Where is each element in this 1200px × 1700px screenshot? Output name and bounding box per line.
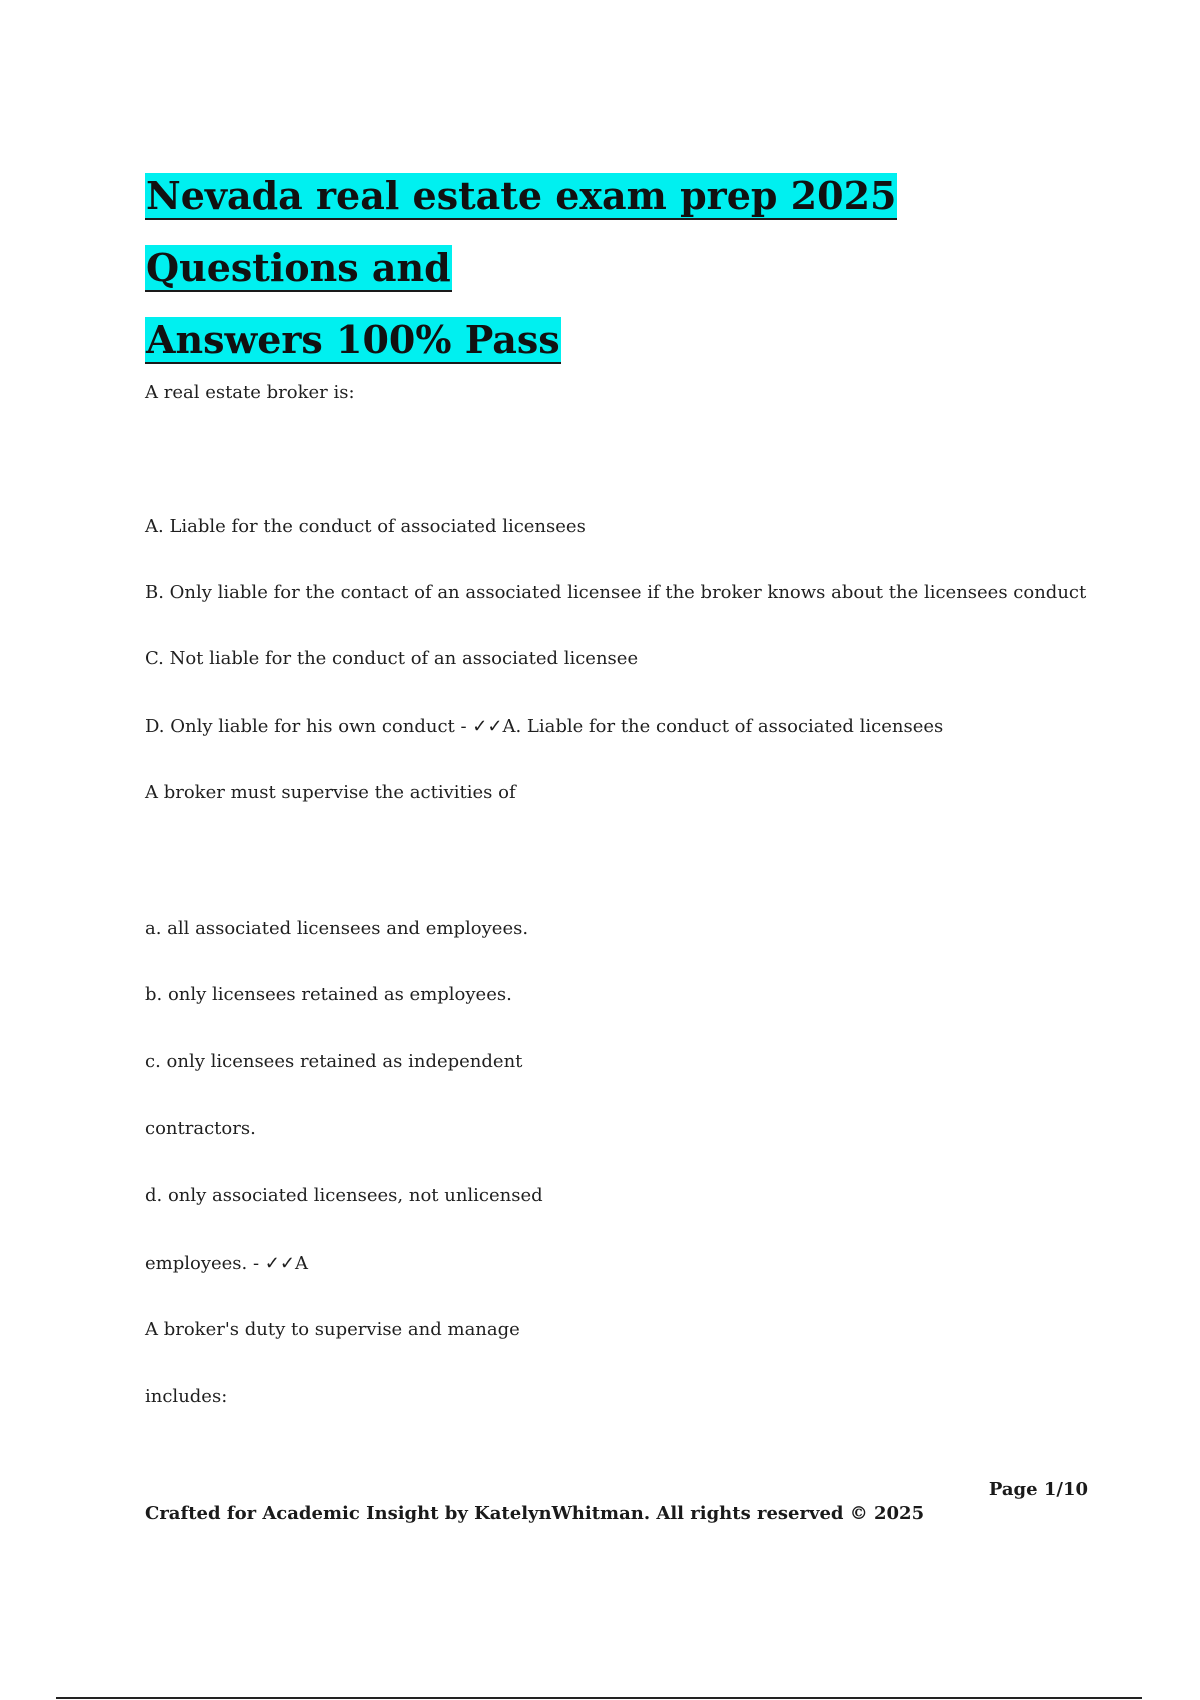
question-2-option-d: d. only associated licensees, not unlicensed [145,1185,543,1206]
question-2-option-b: b. only licensees retained as employees. [145,984,512,1005]
question-2-prompt: A broker must supervise the activities of [145,782,516,803]
document-title [145,160,1085,376]
page-number: Page 1/10 [988,1479,1088,1500]
question-1-prompt: A real estate broker is: [145,382,355,403]
question-2-option-a: a. all associated licensees and employees. [145,918,529,939]
question-2-option-c-cont: contractors. [145,1118,256,1139]
footer-credit: Crafted for Academic Insight by KatelynWhitman. All rights reserved © 2025 [145,1503,925,1524]
question-1-option-c: C. Not liable for the conduct of an associated licensee [145,648,639,669]
question-3-prompt-cont: includes: [145,1386,228,1407]
question-3-prompt: A broker's duty to supervise and manage [145,1319,520,1340]
question-1-option-d-answer: D. Only liable for his own conduct - ✓✓A. Liable for the conduct of associated licensees [145,716,944,737]
bottom-divider [56,1697,1142,1699]
question-1-option-b: B. Only liable for the contact of an associated licensee if the broker knows about the licensees conduct [145,582,1087,603]
question-1-option-a: A. Liable for the conduct of associated licensees [145,516,586,537]
question-2-option-d-answer: employees. - ✓✓A [145,1253,308,1274]
title-line-1: Nevada real estate exam prep 2025 Questions and [146,173,897,290]
title-line-2: Answers 100% Pass [146,317,560,362]
question-2-option-c: c. only licensees retained as independent [145,1051,523,1072]
